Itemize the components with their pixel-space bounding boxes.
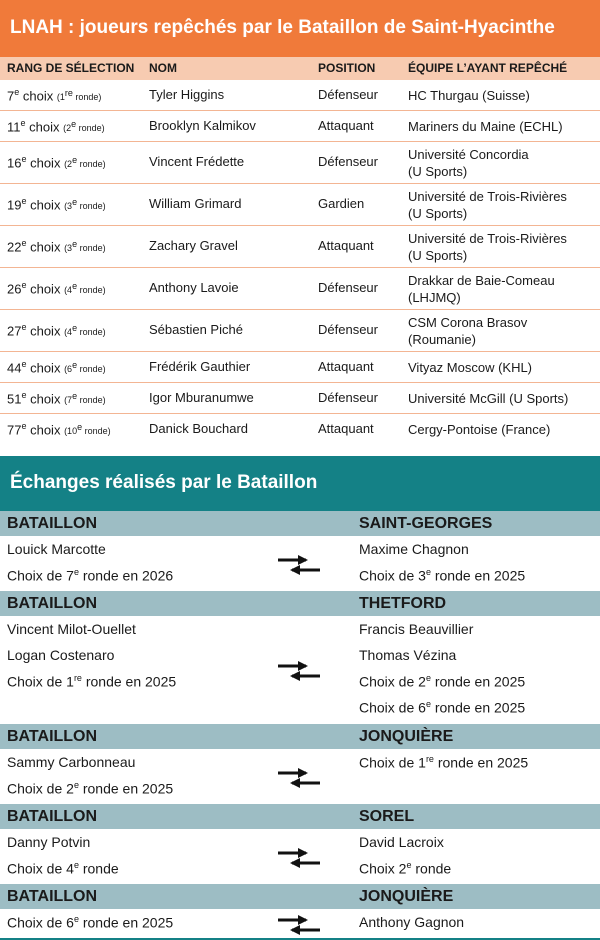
trade-header <box>0 511 600 536</box>
table-header <box>0 57 600 80</box>
header-name: NOM <box>149 61 177 75</box>
trade-item: Choix de 6e ronde en 2025 <box>7 914 174 931</box>
player-position: Défenseur <box>318 390 378 405</box>
trade-header <box>0 591 600 616</box>
trade-item: David Lacroix <box>359 834 444 850</box>
trade-item: Choix de 2e ronde en 2025 <box>359 673 526 690</box>
trade-item: Choix 2e ronde <box>359 860 452 877</box>
swap-arrows-icon <box>276 555 322 575</box>
right-team: JONQUIÈRE <box>359 888 454 905</box>
draft-rank: 27e choix (4e ronde) <box>7 322 106 339</box>
trade-item: Choix de 6e ronde en 2025 <box>359 699 526 716</box>
table-row <box>0 310 600 352</box>
trade-item: Choix de 2e ronde en 2025 <box>7 780 174 797</box>
drafting-team: HC Thurgau (Suisse) <box>408 88 530 103</box>
swap-arrows-icon <box>276 848 322 868</box>
drafting-team: Université McGill (U Sports) <box>408 391 569 406</box>
draft-rank: 51e choix (7e ronde) <box>7 390 106 407</box>
trade-item: Choix de 1re ronde en 2025 <box>7 673 177 690</box>
player-position: Attaquant <box>318 238 374 253</box>
player-name: Brooklyn Kalmikov <box>149 118 256 133</box>
player-position: Défenseur <box>318 322 378 337</box>
swap-arrows-icon <box>276 661 322 681</box>
section-gap <box>0 440 600 456</box>
player-position: Défenseur <box>318 87 378 102</box>
drafting-team: Vityaz Moscow (KHL) <box>408 360 533 375</box>
drafting-team: Cergy-Pontoise (France) <box>408 422 551 437</box>
trade-item: Choix de 4e ronde <box>7 860 119 877</box>
player-name: Frédérik Gauthier <box>149 359 251 374</box>
header-position: POSITION <box>318 61 376 75</box>
table-row <box>0 184 600 226</box>
right-team: SOREL <box>359 808 415 825</box>
draft-rank: 11e choix (2e ronde) <box>7 118 105 135</box>
player-name: Danick Bouchard <box>149 421 248 436</box>
draft-rank: 44e choix (6e ronde) <box>7 359 106 376</box>
draft-rank: 7e choix (1re ronde) <box>7 87 102 104</box>
trade-header <box>0 884 600 909</box>
left-team: BATAILLON <box>7 808 98 825</box>
draft-rank: 77e choix (10e ronde) <box>7 421 111 438</box>
player-position: Défenseur <box>318 280 378 295</box>
draft-table <box>0 80 600 445</box>
table-row <box>0 111 600 142</box>
draft-rank: 26e choix (4e ronde) <box>7 280 106 297</box>
right-team: SAINT-GEORGES <box>359 515 493 532</box>
right-team: THETFORD <box>359 595 447 612</box>
trade-item: Choix de 3e ronde en 2025 <box>359 567 526 584</box>
trade-block <box>0 804 600 885</box>
player-position: Attaquant <box>318 118 374 133</box>
trade-item: Vincent Milot-Ouellet <box>7 621 136 637</box>
trade-block <box>0 884 600 939</box>
player-position: Attaquant <box>318 359 374 374</box>
trade-item: Choix de 1re ronde en 2025 <box>359 754 529 771</box>
page-title: LNAH : joueurs repêchés par le Bataillon de Saint-Hyacinthe <box>0 0 600 57</box>
trade-item: Logan Costenaro <box>7 647 115 663</box>
trade-item: Sammy Carbonneau <box>7 754 136 770</box>
swap-arrows-icon <box>276 768 322 788</box>
player-name: Zachary Gravel <box>149 238 238 253</box>
player-name: Anthony Lavoie <box>149 280 239 295</box>
header-team: ÉQUIPE L’AYANT REPÊCHÉ <box>408 61 568 75</box>
drafting-team: Université de Trois-Rivières (U Sports) <box>408 231 567 263</box>
header-rank: RANG DE SÉLECTION <box>7 61 135 75</box>
player-name: William Grimard <box>149 196 242 211</box>
table-row <box>0 383 600 414</box>
drafting-team: Mariners du Maine (ECHL) <box>408 119 563 134</box>
trade-item: Anthony Gagnon <box>359 914 465 930</box>
trade-body <box>0 536 600 592</box>
trade-item: Choix de 7e ronde en 2026 <box>7 567 174 584</box>
trade-body <box>0 749 600 805</box>
player-position: Attaquant <box>318 421 374 436</box>
player-position: Défenseur <box>318 154 378 169</box>
table-row <box>0 352 600 383</box>
trade-header <box>0 804 600 829</box>
table-row <box>0 142 600 184</box>
draft-rank: 19e choix (3e ronde) <box>7 196 106 213</box>
player-name: Igor Mburanumwe <box>149 390 254 405</box>
table-row <box>0 268 600 310</box>
player-name: Sébastien Piché <box>149 322 243 337</box>
trade-block <box>0 591 600 724</box>
trade-body <box>0 909 600 939</box>
left-team: BATAILLON <box>7 595 98 612</box>
trade-block <box>0 724 600 805</box>
player-position: Gardien <box>318 196 365 211</box>
trade-body <box>0 616 600 724</box>
drafting-team: Université Concordia (U Sports) <box>408 147 529 179</box>
trade-item: Thomas Vézina <box>359 647 457 663</box>
trade-item: Danny Potvin <box>7 834 91 850</box>
player-name: Tyler Higgins <box>149 87 225 102</box>
player-name: Vincent Frédette <box>149 154 245 169</box>
left-team: BATAILLON <box>7 515 98 532</box>
left-team: BATAILLON <box>7 728 98 745</box>
trades-title: Échanges réalisés par le Bataillon <box>0 456 600 511</box>
draft-rank: 22e choix (3e ronde) <box>7 238 106 255</box>
drafting-team: CSM Corona Brasov (Roumanie) <box>408 315 528 347</box>
swap-arrows-icon <box>276 915 322 935</box>
trade-block <box>0 511 600 592</box>
draft-rank: 16e choix (2e ronde) <box>7 154 106 171</box>
trade-body <box>0 829 600 885</box>
table-row <box>0 80 600 111</box>
table-row <box>0 226 600 268</box>
right-team: JONQUIÈRE <box>359 728 454 745</box>
drafting-team: Université de Trois-Rivières (U Sports) <box>408 189 567 221</box>
trade-item: Francis Beauvillier <box>359 621 474 637</box>
drafting-team: Drakkar de Baie-Comeau (LHJMQ) <box>408 273 555 305</box>
left-team: BATAILLON <box>7 888 98 905</box>
trade-item: Maxime Chagnon <box>359 541 469 557</box>
trade-item: Louick Marcotte <box>7 541 106 557</box>
trade-header <box>0 724 600 749</box>
